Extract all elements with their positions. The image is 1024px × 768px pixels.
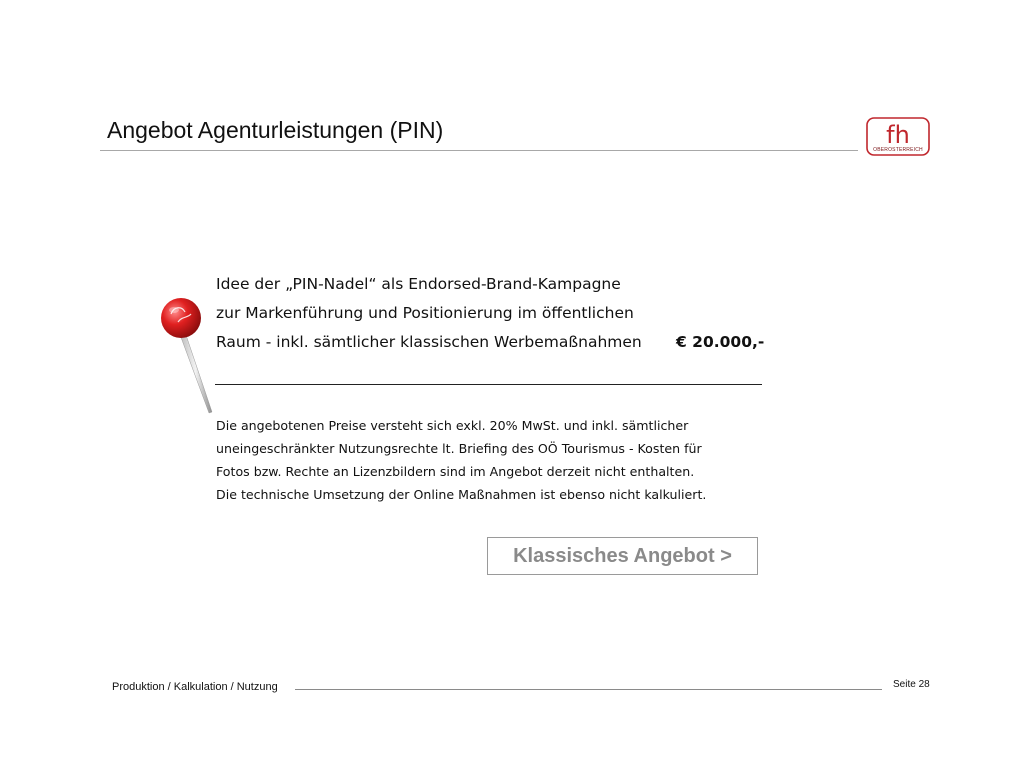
note-line: Fotos bzw. Rechte an Lizenzbildern sind im Angebot derzeit nicht enthalten.: [216, 464, 695, 479]
fh-logo: [866, 117, 930, 156]
logo-letters: fh: [886, 121, 910, 149]
page-number: Seite 28: [893, 679, 930, 690]
offer-line: Raum - inkl. sämtlicher klassischen Werbemaßnahmen: [216, 333, 642, 351]
offer-price: € 20.000,-: [676, 333, 765, 351]
classic-offer-button[interactable]: Klassisches Angebot >: [487, 537, 758, 575]
note-line: Die technische Umsetzung der Online Maßnahmen ist ebenso nicht kalkuliert.: [216, 487, 707, 502]
title-divider: [100, 150, 858, 151]
footer-divider: [295, 689, 882, 690]
offer-divider: [215, 384, 762, 385]
map-pin-icon: [158, 296, 218, 414]
offer-line: Idee der „PIN-Nadel“ als Endorsed-Brand-Kampagne: [216, 275, 621, 293]
offer-block: [216, 270, 776, 357]
note-line: uneingeschränkter Nutzungsrechte lt. Briefing des OÖ Tourismus - Kosten für: [216, 441, 702, 456]
price-note: [216, 414, 776, 506]
footer-section-label: Produktion / Kalkulation / Nutzung: [112, 681, 278, 693]
logo-subtext: OBERÖSTERREICH: [873, 147, 923, 153]
page-title: Angebot Agenturleistungen (PIN): [107, 117, 444, 143]
note-line: Die angebotenen Preise versteht sich exkl. 20% MwSt. und inkl. sämtlicher: [216, 418, 689, 433]
offer-line: zur Markenführung und Positionierung im öffentlichen: [216, 304, 634, 322]
